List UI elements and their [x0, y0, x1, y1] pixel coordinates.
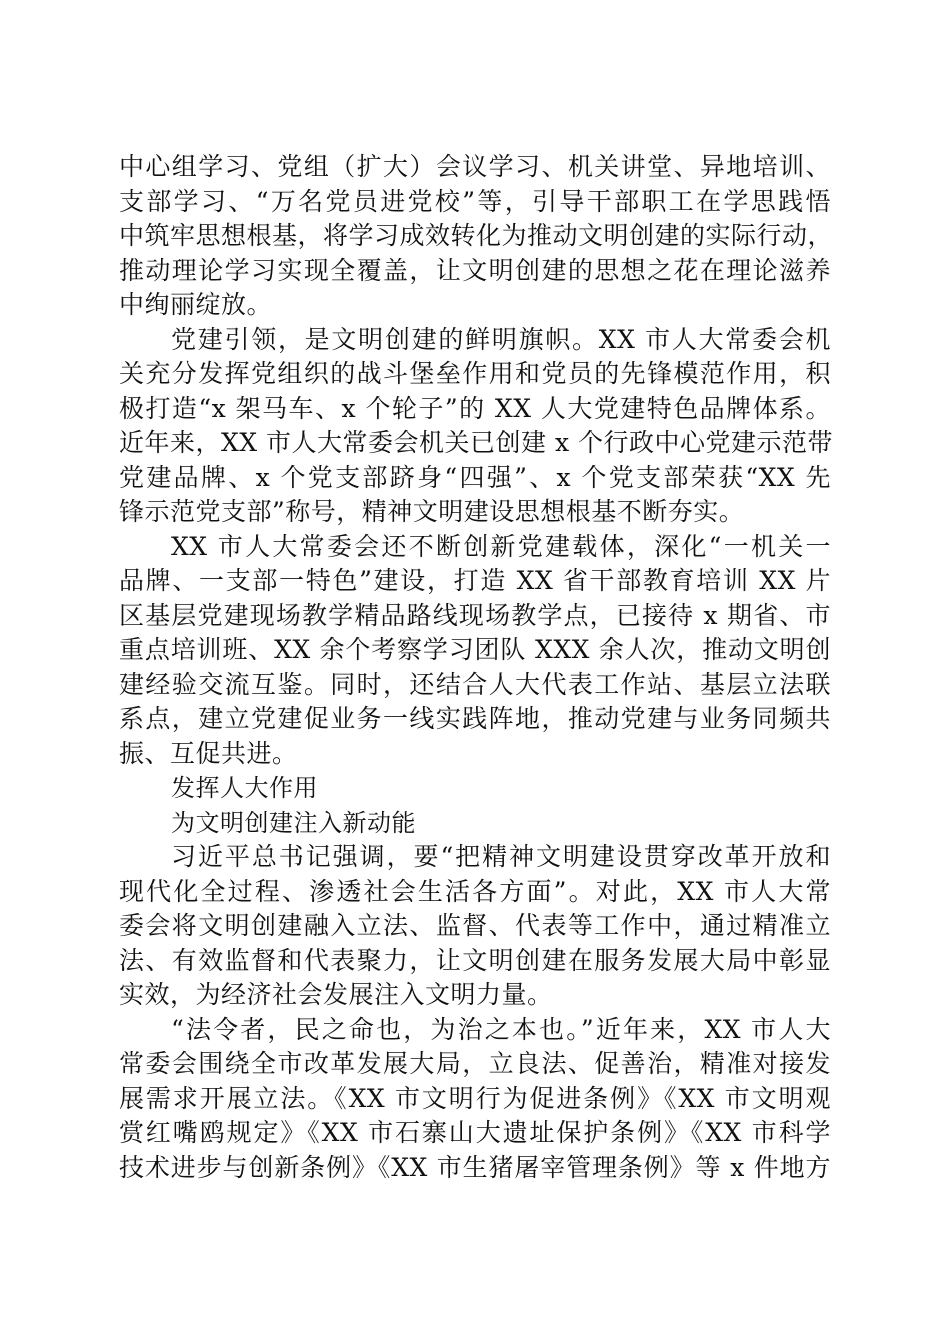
- text-line: 实效，为经济社会发展注入文明力量。: [119, 980, 553, 1009]
- paragraph-innovation: [119, 530, 831, 772]
- text-line: 极打造“x 架马车、x 个轮子”的 XX 人大党建特色品牌体系。: [119, 393, 831, 423]
- text-line: 系点，建立党建促业务一线实践阵地，推动党建与业务同频共: [119, 704, 831, 733]
- text-line: 关充分发挥党组织的战斗堡垒作用和党员的先锋模范作用，积: [119, 359, 831, 388]
- text-line: 支部学习、“万名党员进党校”等，引导干部职工在学思践悟: [119, 186, 831, 216]
- text-line: XX 市人大常委会还不断创新党建载体，深化“一机关一: [171, 531, 831, 561]
- text-line: 中心组学习、党组（扩大）会议学习、机关讲堂、异地培训、: [119, 152, 831, 181]
- text-line: 现代化全过程、渗透社会生活各方面”。对此，XX 市人大常: [119, 876, 831, 906]
- paragraph-study: [119, 150, 834, 323]
- text-line: 技术进步与创新条例》《XX 市生猪屠宰管理条例》等 x 件地方: [119, 1152, 831, 1182]
- text-line: 中绚丽绽放。: [119, 290, 273, 319]
- text-line: 品牌、一支部一特色”建设，打造 XX 省干部教育培训 XX 片: [119, 566, 831, 595]
- text-line: 习近平总书记强调，要“把精神文明建设贯穿改革开放和: [171, 842, 831, 871]
- text-line: “法令者，民之命也，为治之本也。”近年来，XX 市人大: [171, 1014, 831, 1044]
- text-line: 近年来，XX 市人大常委会机关已创建 x 个行政中心党建示范带: [119, 428, 834, 457]
- heading-line: 发挥人大作用: [171, 774, 318, 802]
- text-line: 党建引领，是文明创建的鲜明旗帜。XX 市人大常委会机: [171, 324, 831, 354]
- text-line: 建经验交流互鉴。同时，还结合人大代表工作站、基层立法联: [119, 669, 831, 699]
- text-line: 法、有效监督和代表聚力，让文明创建在服务发展大局中彰显: [119, 945, 831, 975]
- text-line: 委会将文明创建融入立法、监督、代表等工作中，通过精准立: [119, 911, 831, 940]
- paragraph-legislation: [119, 1013, 831, 1186]
- text-line: 常委会围绕全市改革发展大局，立良法、促善治，精准对接发: [119, 1049, 831, 1078]
- text-line: 锋示范党支部”称号，精神文明建设思想根基不断夯实。: [119, 497, 745, 526]
- text-line: 振、互促共进。: [119, 738, 298, 768]
- document-body: [119, 150, 834, 1185]
- text-line: 区基层党建现场教学精品路线现场教学点，已接待 x 期省、市: [119, 600, 831, 630]
- text-line: 中筑牢思想根基，将学习成效转化为推动文明创建的实际行动，: [119, 221, 834, 250]
- text-line: 赏红嘴鸥规定》《XX 市石寨山大遗址保护条例》《XX 市科学: [119, 1118, 831, 1147]
- heading-line: 为文明创建注入新动能: [171, 808, 416, 837]
- paragraph-xi-quote: [119, 840, 831, 1013]
- paragraph-party-building: [119, 323, 834, 530]
- section-heading: [119, 771, 831, 840]
- text-line: 党建品牌、x 个党支部跻身“四强”、x 个党支部荣获“XX 先: [119, 462, 831, 492]
- text-line: 重点培训班、XX 余个考察学习团队 XXX 余人次，推动文明创: [119, 635, 831, 664]
- text-line: 推动理论学习实现全覆盖，让文明创建的思想之花在理论滋养: [119, 255, 831, 285]
- text-line: 展需求开展立法。《XX 市文明行为促进条例》《XX 市文明观: [119, 1083, 831, 1113]
